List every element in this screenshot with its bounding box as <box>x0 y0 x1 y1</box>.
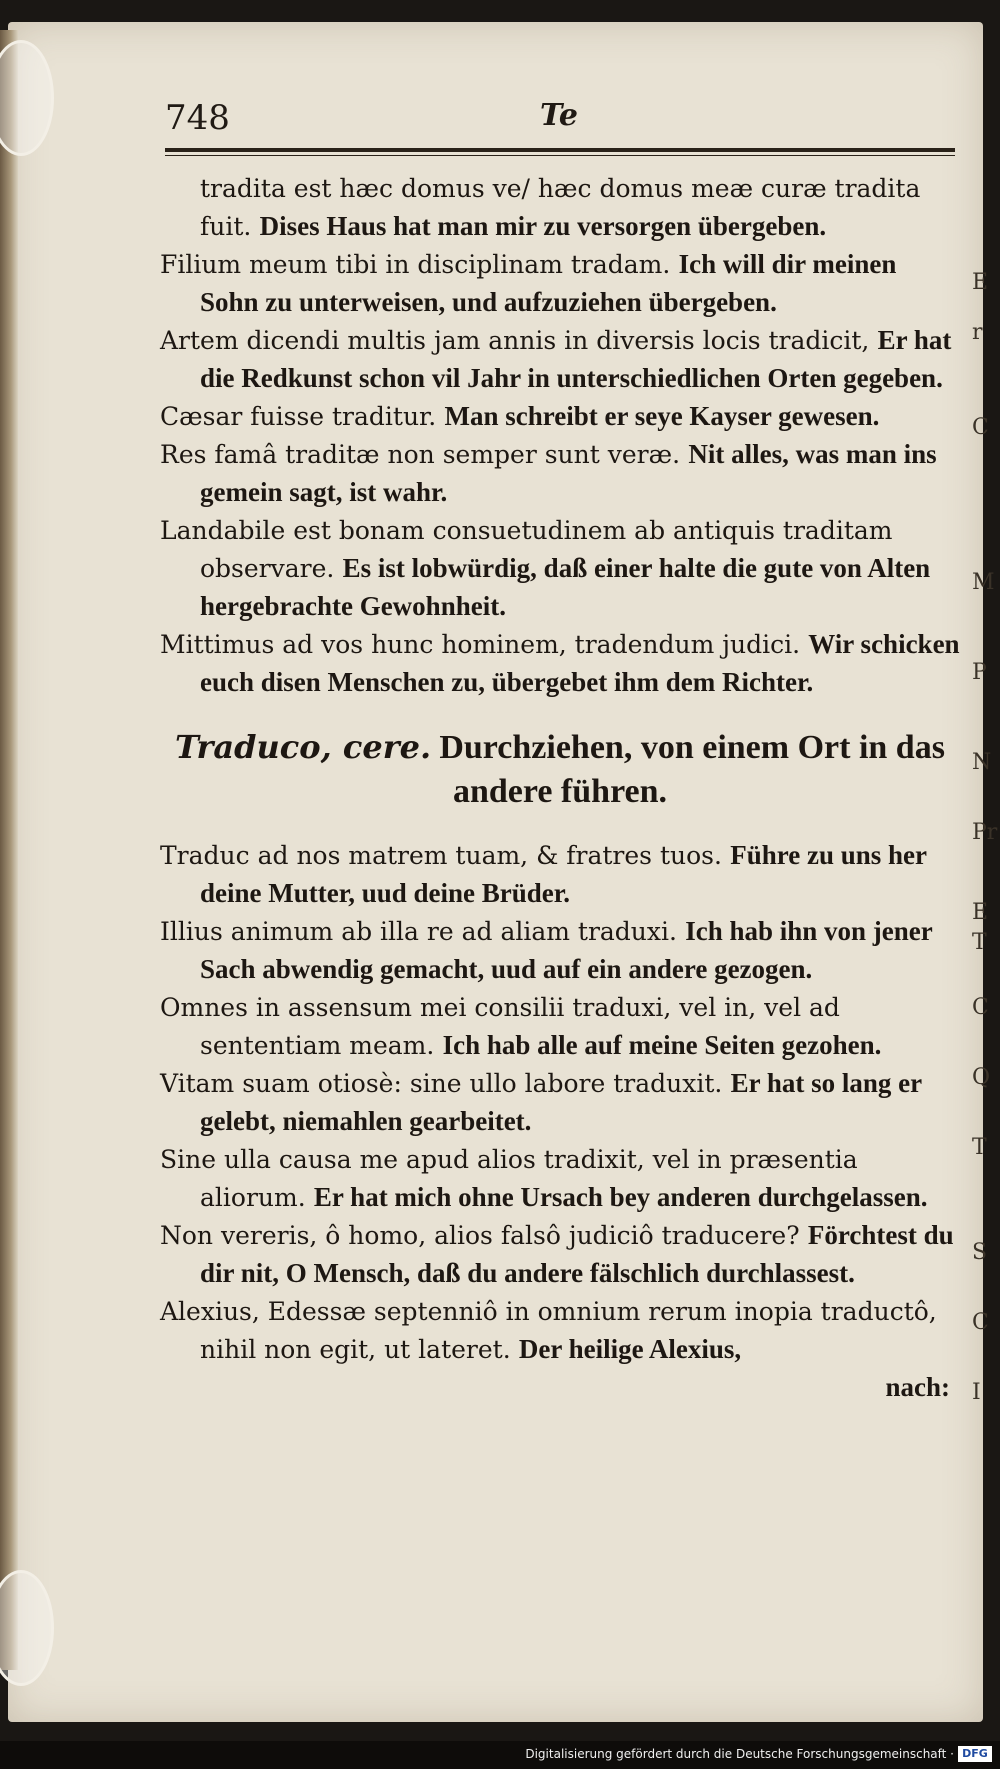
dictionary-entry <box>160 913 960 989</box>
latin-phrase: Omnes in assensum mei consilii traduxi, vel in, vel ad sententiam meam. <box>160 993 840 1060</box>
page-number: 748 <box>165 98 230 138</box>
latin-phrase: Cæsar fuisse traditur. <box>160 402 437 431</box>
dictionary-entry <box>160 322 960 398</box>
german-translation: Ich hab alle auf meine Seiten gezohen. <box>442 1030 882 1060</box>
margin-letter: S <box>972 1240 988 1265</box>
dictionary-entry <box>160 512 960 626</box>
margin-letter: E <box>972 900 989 925</box>
section-lemma: Traduco, cere. <box>175 728 432 766</box>
dictionary-entry <box>160 1141 960 1217</box>
margin-letter: r <box>972 320 983 345</box>
facing-page-margin <box>968 250 1000 1550</box>
footer-credit: Digitalisierung gefördert durch die Deutsche Forschungsgemeinschaft · <box>525 1747 954 1761</box>
dictionary-entry <box>160 1065 960 1141</box>
header-rule-thin <box>165 155 955 156</box>
margin-letter: C <box>972 415 989 440</box>
margin-letter: T <box>972 930 987 955</box>
dictionary-entry <box>160 398 960 436</box>
german-translation: Dises Haus hat man mir zu versorgen übergeben. <box>259 211 827 241</box>
footer-bar <box>0 1741 1000 1769</box>
latin-phrase: Res famâ traditæ non semper sunt veræ. <box>160 440 681 469</box>
dictionary-entry <box>160 170 960 246</box>
margin-letter: N <box>972 750 992 775</box>
latin-phrase: Filium meum tibi in disciplinam tradam. <box>160 250 671 279</box>
running-head: Te <box>540 98 578 133</box>
page-content <box>160 170 960 1406</box>
margin-letter: C <box>972 995 989 1020</box>
catchword: nach: <box>885 1372 950 1402</box>
german-translation: Es ist lobwürdig, daß einer halte die gute von Alten hergebrachte Gewohnheit. <box>200 553 931 621</box>
dictionary-entry <box>160 626 960 702</box>
latin-phrase: Traduc ad nos matrem tuam, & fratres tuos. <box>160 841 722 870</box>
german-translation: Er hat mich ohne Ursach bey anderen durchgelassen. <box>313 1182 928 1212</box>
margin-letter: Q <box>972 1065 991 1090</box>
latin-phrase: Artem dicendi multis jam annis in diversis locis tradicit, <box>160 326 870 355</box>
german-translation: Er hat so lang er gelebt, niemahlen gearbeitet. <box>200 1068 922 1136</box>
header-rule <box>165 148 955 152</box>
dictionary-entry <box>160 1293 960 1369</box>
margin-letter: E <box>972 270 989 295</box>
margin-letter: M <box>972 570 995 595</box>
page-left-edge <box>0 30 18 1670</box>
section-gloss: Durchziehen, von einem Ort in das andere führen. <box>439 729 945 810</box>
german-translation: Förchtest du dir nit, O Mensch, daß du andere fälschlich durchlassest. <box>200 1220 954 1288</box>
dictionary-entry <box>160 246 960 322</box>
latin-phrase: Landabile est bonam consuetudinem ab antiquis traditam observare. <box>160 516 893 583</box>
margin-letter: C <box>972 1310 989 1335</box>
margin-letter: P <box>972 660 987 685</box>
latin-phrase: Illius animum ab illa re ad aliam traduxi. <box>160 917 677 946</box>
latin-phrase: Sine ulla causa me apud alios tradixit, vel in præsentia aliorum. <box>160 1145 858 1212</box>
latin-phrase: Non vereris, ô homo, alios falsô judiciô traducere? <box>160 1221 800 1250</box>
section-heading <box>160 726 960 815</box>
dictionary-entry <box>160 1217 960 1293</box>
latin-phrase: Mittimus ad vos hunc hominem, tradendum judici. <box>160 630 801 659</box>
margin-letter: I <box>972 1380 981 1405</box>
dictionary-entry <box>160 837 960 913</box>
dictionary-entry <box>160 436 960 512</box>
german-translation: Der heilige Alexius, <box>518 1334 742 1364</box>
latin-phrase: tradita est hæc domus ve/ hæc domus meæ curæ tradita fuit. <box>200 174 921 241</box>
dfg-logo-icon: DFG <box>958 1746 992 1762</box>
margin-letter: T <box>972 1135 987 1160</box>
page-header <box>165 98 955 142</box>
german-translation: Man schreibt er seye Kayser gewesen. <box>444 401 880 431</box>
german-translation: Ich will dir meinen Sohn zu unterweisen, und aufzuziehen übergeben. <box>200 249 897 317</box>
german-translation: Nit alles, was man ins gemein sagt, ist wahr. <box>200 439 937 507</box>
latin-phrase: Vitam suam otiosè: sine ullo labore traduxit. <box>160 1069 723 1098</box>
dictionary-entry <box>160 989 960 1065</box>
german-translation: Ich hab ihn von jener Sach abwendig gemacht, uud auf ein andere gezogen. <box>200 916 933 984</box>
latin-phrase: Alexius, Edessæ septenniô in omnium rerum inopia traductô, nihil non egit, ut lateret. <box>160 1297 937 1364</box>
german-translation: Führe zu uns her deine Mutter, uud deine Brüder. <box>200 840 927 908</box>
german-translation: Wir schicken euch disen Menschen zu, übergebet ihm dem Richter. <box>200 629 960 697</box>
margin-letter: Pr <box>972 820 998 845</box>
german-translation: Er hat die Redkunst schon vil Jahr in unterschiedlichen Orten gegeben. <box>200 325 952 393</box>
